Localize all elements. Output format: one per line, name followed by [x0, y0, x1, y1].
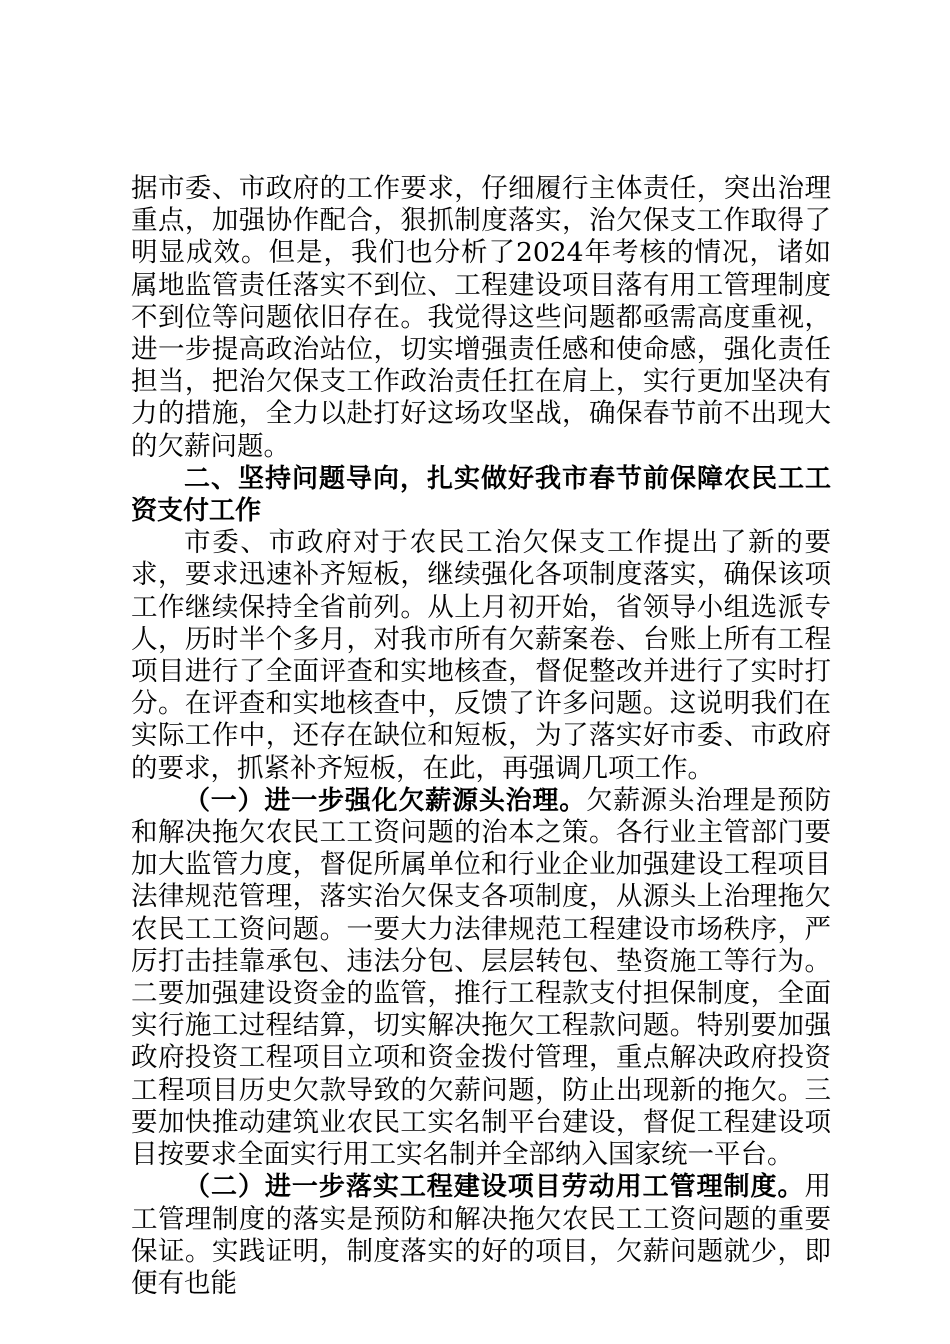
document-page — [131, 173, 831, 1300]
subsection-heading-1: （一）进一步强化欠薪源头治理。 — [184, 785, 587, 816]
subsection-heading-2: （二）进一步落实工程建设项目劳动用工管理制度。 — [184, 1172, 805, 1203]
subsection-text-2: 用工管理制度的落实是预防和解决拖欠农民工工资问题的重要保证。实践证明，制度落实的好的项目，欠薪问题就少，即便有也能 — [131, 1171, 831, 1299]
subsection-paragraph-2 — [131, 1171, 831, 1300]
paragraph-continuation: 据市委、市政府的工作要求，仔细履行主体责任，突出治理重点，加强协作配合，狠抓制度落实，治欠保支工作取得了明显成效。但是，我们也分析了2024年考核的情况，诸如属地监管责任落实不到位、工程建设项目落有用工管理制度不到位等问题依旧存在。我觉得这些问题都亟需高度重视，进一步提高政治站位，切实增强责任感和使命感，强化责任担当，把治欠保支工作政治责任扛在肩上，实行更加坚决有力的措施，全力以赴打好这场攻坚战，确保春节前不出现大的欠薪问题。 — [131, 173, 831, 462]
subsection-text-1: 欠薪源头治理是预防和解决拖欠农民工工资问题的治本之策。各行业主管部门要加大监管力度，督促所属单位和行业企业加强建设工程项目法律规范管理，落实治欠保支各项制度，从源头上治理拖欠农民工工资问题。一要大力法律规范工程建设市场秩序，严厉打击挂靠承包、违法分包、层层转包、垫资施工等行为。二要加强建设资金的监管，推行工程款支付担保制度，全面实行施工过程结算，切实解决拖欠工程款问题。特别要加强政府投资工程项目立项和资金拨付管理，重点解决政府投资工程项目历史欠款导致的欠薪问题，防止出现新的拖欠。三要加快推动建筑业农民工实名制平台建设，督促工程建设项目按要求全面实行用工实名制并全部纳入国家统一平台。 — [131, 784, 831, 1171]
subsection-paragraph-1 — [131, 785, 831, 1171]
body-paragraph: 市委、市政府对于农民工治欠保支工作提出了新的要求，要求迅速补齐短板，继续强化各项制度落实，确保该项工作继续保持全省前列。从上月初开始，省领导小组选派专人，历时半个多月，对我市所有欠薪案卷、台账上所有工程项目进行了全面评查和实地核查，督促整改并进行了实时打分。在评查和实地核查中，反馈了许多问题。这说明我们在实际工作中，还存在缺位和短板，为了落实好市委、市政府的要求，抓紧补齐短板，在此，再强调几项工作。 — [131, 527, 831, 784]
section-heading: 二、坚持问题导向，扎实做好我市春节前保障农民工工资支付工作 — [131, 463, 831, 527]
